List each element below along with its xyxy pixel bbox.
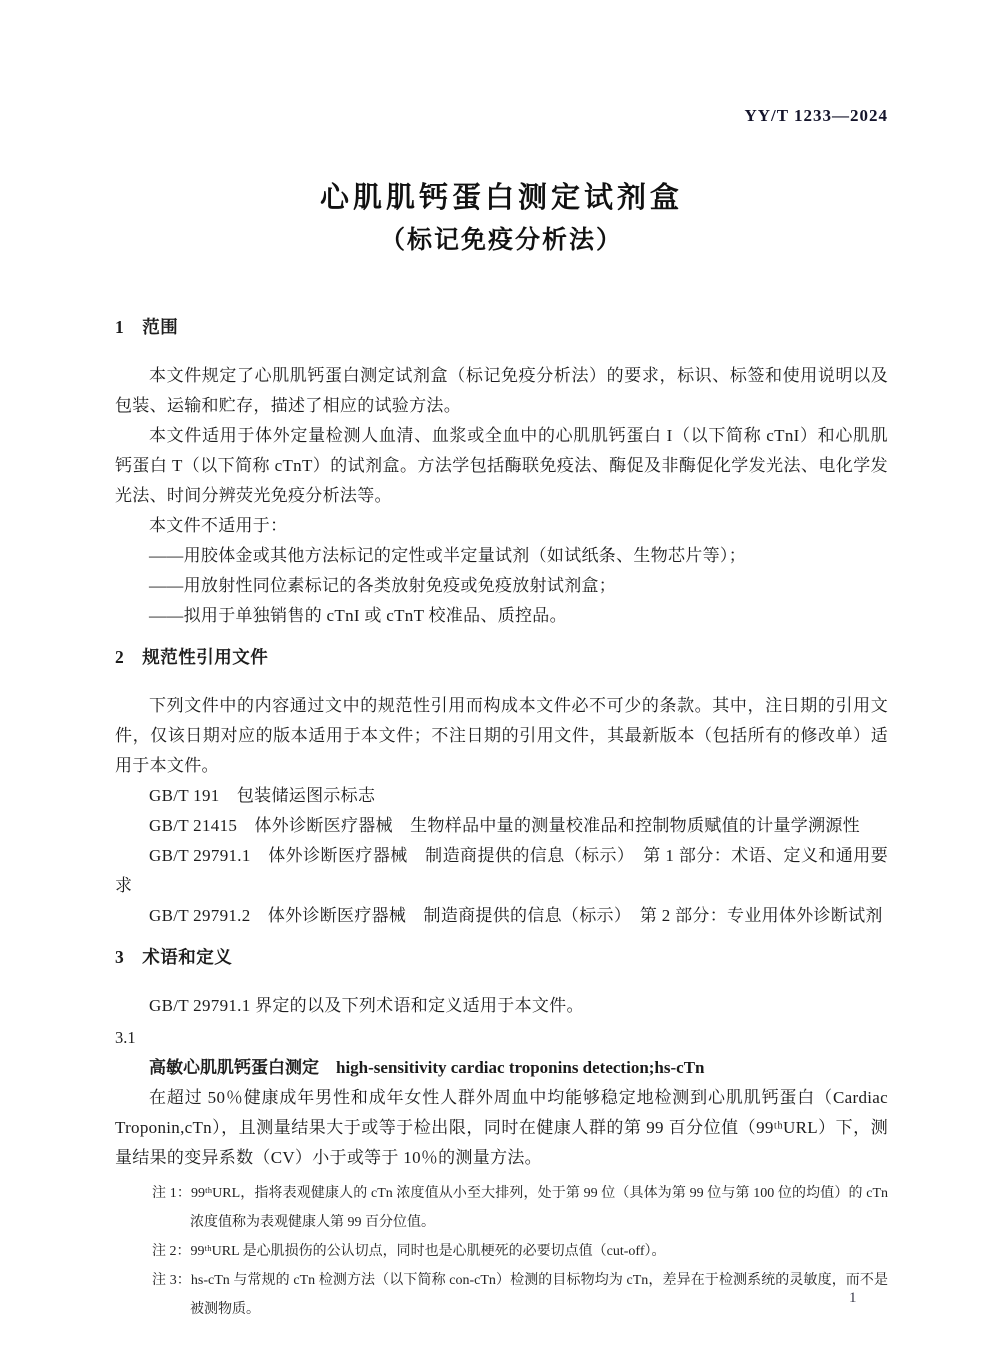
term-title: 高敏心肌肌钙蛋白测定 high-sensitivity cardiac troponins detection;hs-cTn: [149, 1058, 705, 1077]
note-text: 99ᵗʰURL，指将表观健康人的 cTn 浓度值从小至大排列，处于第 99 位（具体为第 99 位与第 100 位的均值）的 cTn 浓度值称为表观健康人第 99 百分位值。: [190, 1186, 888, 1230]
page-content: [115, 0, 888, 1324]
note-text: hs-cTn 与常规的 cTn 检测方法（以下简称 con-cTn）检测的目标物均为 cTn，差异在于检测系统的灵敏度，而不是被测物质。: [190, 1273, 889, 1317]
scope-exclusion-item: ——拟用于单独销售的 cTnI 或 cTnT 校准品、质控品。: [149, 606, 567, 625]
section-heading-scope: 1 范围: [115, 317, 179, 337]
scope-paragraph-1: 本文件规定了心肌肌钙蛋白测定试剂盒（标记免疫分析法）的要求，标识、标签和使用说明以及包装、运输和贮存，描述了相应的试验方法。: [115, 366, 888, 415]
document-title: [115, 182, 888, 255]
note-item: [152, 1237, 888, 1266]
reference-item: GB/T 29791.1 体外诊断医疗器械 制造商提供的信息（标示） 第 1 部分：术语、定义和通用要求: [115, 846, 888, 895]
scope-paragraph-2: 本文件适用于体外定量检测人血清、血浆或全血中的心肌肌钙蛋白 I（以下简称 cTnI）和心肌肌钙蛋白 T（以下简称 cTnT）的试剂盒。方法学包括酶联免疫法、酶促及非酶促化学发光法、电化学发光法、时间分辨荧光免疫分析法等。: [115, 426, 888, 505]
scope-paragraph-3: 本文件不适用于：: [149, 516, 288, 535]
note-label: 注 2：: [152, 1244, 191, 1259]
note-item: [152, 1266, 888, 1324]
reference-item: GB/T 191 包装储运图示标志: [149, 786, 376, 805]
note-label: 注 3：: [152, 1273, 191, 1288]
standard-number: YY/T 1233—2024: [744, 106, 888, 125]
note-label: 注 1：: [152, 1186, 191, 1201]
document-title-line2: （标记免疫分析法）: [379, 227, 623, 254]
page-number: 1: [849, 1290, 857, 1306]
reference-item: GB/T 29791.2 体外诊断医疗器械 制造商提供的信息（标示） 第 2 部分：专业用体外诊断试剂: [149, 906, 883, 925]
section-heading-terms: 3 术语和定义: [115, 947, 233, 967]
term-notes: [115, 1179, 888, 1324]
note-text: 99ᵗʰURL 是心肌损伤的公认切点，同时也是心肌梗死的必要切点值（cut-off）。: [190, 1244, 666, 1259]
section-heading-normative-references: 2 规范性引用文件: [115, 647, 269, 667]
document-title-line1: 心肌肌钙蛋白测定试剂盒: [319, 182, 683, 214]
term-number: 3.1: [115, 1028, 136, 1047]
scope-exclusion-item: ——用放射性同位素标记的各类放射免疫或免疫放射试剂盒；: [149, 576, 617, 595]
note-item: [152, 1179, 888, 1237]
term-definition: 在超过 50％健康成年男性和成年女性人群外周血中均能够稳定地检测到心肌肌钙蛋白（Cardiac Troponin,cTn），且测量结果大于或等于检出限，同时在健康人群的第 99 百分位值（99ᵗʰURL）下，测量结果的变异系数（CV）小于或等于 10％的测量方法。: [115, 1088, 888, 1167]
terms-intro: GB/T 29791.1 界定的以及下列术语和定义适用于本文件。: [149, 996, 584, 1015]
reference-item: GB/T 21415 体外诊断医疗器械 生物样品中量的测量校准品和控制物质赋值的计量学溯源性: [149, 816, 860, 835]
scope-exclusion-item: ——用胶体金或其他方法标记的定性或半定量试剂（如试纸条、生物芯片等）；: [149, 546, 746, 565]
normative-references-intro: 下列文件中的内容通过文中的规范性引用而构成本文件必不可少的条款。其中，注日期的引用文件，仅该日期对应的版本适用于本文件；不注日期的引用文件，其最新版本（包括所有的修改单）适用于本文件。: [115, 696, 888, 775]
